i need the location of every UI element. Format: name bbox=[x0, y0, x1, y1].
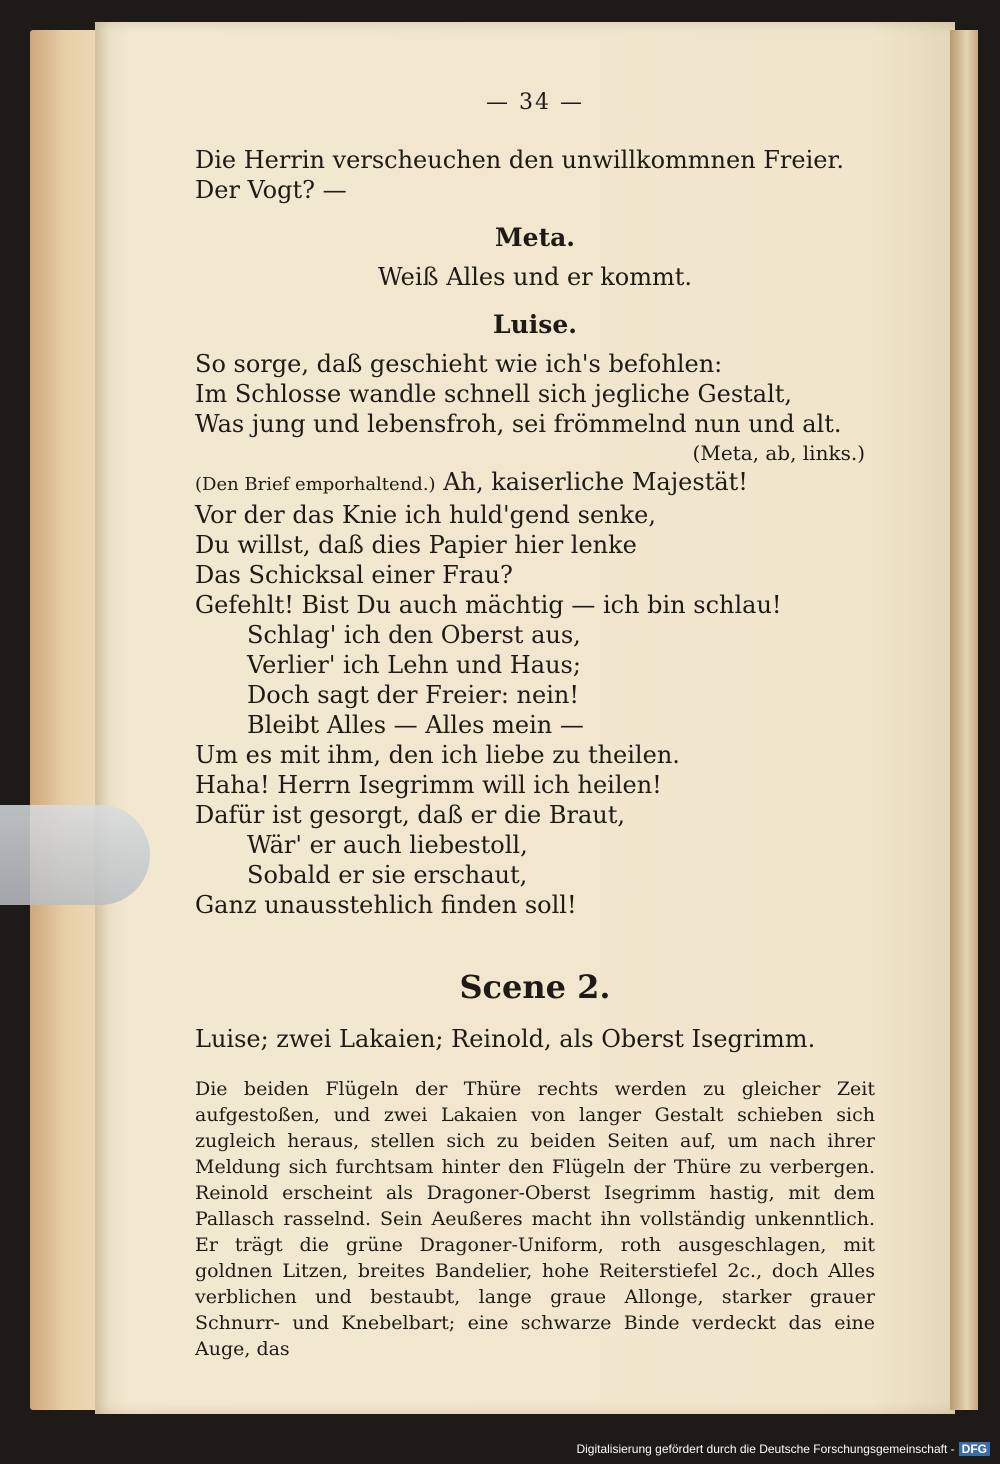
poem-line: Dafür ist gesorgt, daß er die Braut, bbox=[195, 801, 625, 829]
meta-line: Weiß Alles und er kommt. bbox=[377, 263, 693, 291]
poem-line: Das Schicksal einer Frau? bbox=[195, 561, 513, 589]
poem-line: Verlier' ich Lehn und Haus; bbox=[247, 651, 581, 679]
poem-line: Wär' er auch liebestoll, bbox=[247, 831, 528, 859]
luise-line: Was jung und lebensfroh, sei frömmelnd nun und alt. bbox=[195, 410, 842, 438]
poem-block bbox=[195, 500, 875, 920]
scene-title: Scene 2. bbox=[459, 968, 611, 1006]
text-line: Der Vogt? — bbox=[195, 176, 347, 204]
text-line: Die Herrin verscheuchen den unwillkommnen Freier. bbox=[195, 146, 844, 174]
speaker-meta: Meta. bbox=[494, 223, 576, 252]
stage-brief: (Den Brief emporhaltend.) bbox=[195, 474, 436, 495]
poem-line: Schlag' ich den Oberst aus, bbox=[247, 621, 581, 649]
footer-text: Digitalisierung gefördert durch die Deutsche Forschungsgemeinschaft - bbox=[576, 1442, 955, 1456]
speaker-luise: Luise. bbox=[493, 310, 577, 339]
poem-line: Um es mit ihm, den ich liebe zu theilen. bbox=[195, 741, 680, 769]
poem-line: Doch sagt der Freier: nein! bbox=[247, 681, 579, 709]
stage-exit: (Meta, ab, links.) bbox=[692, 441, 865, 465]
poem-line: Sobald er sie erschaut, bbox=[247, 861, 528, 889]
poem-line: Du willst, daß dies Papier hier lenke bbox=[195, 531, 637, 559]
poem-line: Haha! Herrn Isegrimm will ich heilen! bbox=[195, 771, 662, 799]
luise-line: So sorge, daß geschieht wie ich's befohlen: bbox=[195, 350, 723, 378]
page-content bbox=[195, 90, 875, 1362]
dfg-logo: DFG bbox=[959, 1442, 990, 1456]
poem-line: Ganz unausstehlich finden soll! bbox=[195, 891, 577, 919]
luise-line: Im Schlosse wandle schnell sich jegliche Gestalt, bbox=[195, 380, 793, 408]
poem-line: Gefehlt! Bist Du auch mächtig — ich bin schlau! bbox=[195, 591, 782, 619]
brief-line-text: Ah, kaiserliche Majestät! bbox=[443, 468, 748, 496]
stage-direction: Die beiden Flügeln der Thüre rechts werden zu gleicher Zeit aufgestoßen, und zwei Lakaien von langer Gestalt schieben sich zugleich heraus, stellen sich zu beiden Seiten auf, um nach ihrer Meldung sich furchtsam hinter den Flügeln der Thüre zu verbergen. Reinold erscheint als Dragoner-Oberst Isegrimm hastig, mit dem Pallasch rasselnd. Sein Aeußeres macht ihn vollständig unkenntlich. Er trägt die grüne Dragoner-Uniform, roth ausgeschlagen, mit goldnen Litzen, breites Bandelier, hohe Reiterstiefel 2c., doch Alles verblichen und bestaubt, lange graue Allonge, starker grauer Schnurr- und Knebelbart; eine schwarze Binde verdeckt das eine Auge, das bbox=[195, 1078, 875, 1360]
poem-line: Vor der das Knie ich huld'gend senke, bbox=[195, 501, 656, 529]
footer-credit bbox=[576, 1442, 990, 1456]
scanner-clip bbox=[0, 805, 150, 905]
brief-line bbox=[195, 467, 875, 500]
book-right-edge bbox=[950, 30, 978, 1410]
cast-line: Luise; zwei Lakaien; Reinold, als Oberst Isegrimm. bbox=[195, 1025, 816, 1053]
poem-line: Bleibt Alles — Alles mein — bbox=[247, 711, 584, 739]
page-number: — 34 — bbox=[486, 90, 584, 115]
